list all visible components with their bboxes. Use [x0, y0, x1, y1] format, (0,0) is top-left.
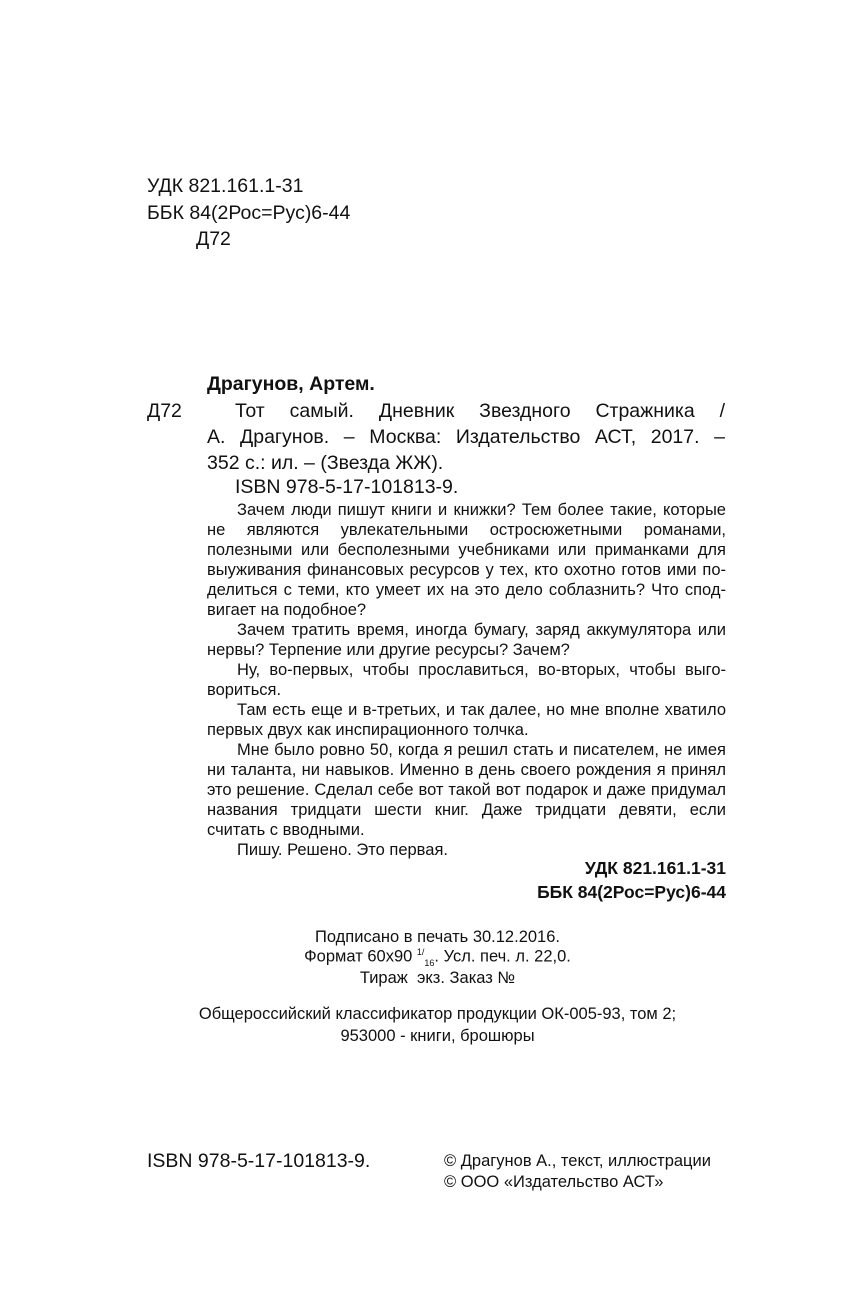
- product-classifier: Общероссийский классификатор продукции ОК-005-93, том 2;: [198, 1005, 677, 1023]
- annotation-paragraph: Зачем люди пишут книги и книжки? Тем более такие, которые не являются увлекательными остросюжетными романами, полезными или бесполезными учебниками или приманками для выуживания финансовых ресурсов у тех, кто охотно готов ими поделиться с теми, кто умеет их на это дело соблазнить? Что сподвигает на подобное?: [207, 501, 726, 619]
- author-mark: Д72: [196, 228, 231, 250]
- format-prefix: Формат 60x90: [304, 947, 417, 966]
- annotation-paragraph: Зачем тратить время, иногда бумагу, заряд аккумулятора или нервы? Терпение или другие ресурсы? Зачем?: [207, 621, 726, 659]
- annotation-paragraph: Мне было ровно 50, когда я решил стать и писателем, не имея ни таланта, ни навыков. Именно в день своего рождения я принял это решение. Сделал себе вот такой вот подарок и даже придумал названия тридцати шести книг. Даже тридцати девяти, если считать с вводными.: [207, 741, 726, 839]
- bibliographic-isbn: ISBN 978-5-17-101813-9.: [235, 476, 459, 498]
- signed-to-print: Подписано в печать 30.12.2016.: [315, 928, 560, 946]
- bibliographic-publisher-line: А. Драгунов. – Москва: Издательство АСТ, 2017. –: [207, 426, 725, 448]
- annotation-paragraph: Ну, во-первых, чтобы прославиться, во-вторых, чтобы выговориться.: [207, 661, 726, 699]
- format-suffix: . Усл. печ. л. 22,0.: [434, 947, 571, 966]
- copyright-author: © Драгунов А., текст, иллюстрации: [444, 1152, 711, 1170]
- copyright-publisher: © ООО «Издательство АСТ»: [444, 1173, 664, 1191]
- product-classifier-code: 953000 - книги, брошюры: [340, 1027, 535, 1045]
- author-mark-left: Д72: [147, 400, 182, 422]
- format-fraction-denominator: 16: [424, 957, 435, 968]
- bbk-code: ББК 84(2Рос=Рус)6-44: [147, 202, 351, 224]
- bibliographic-title-line: Тот самый. Дневник Звездного Стражника /: [235, 400, 725, 422]
- bbk-code-right: ББК 84(2Рос=Рус)6-44: [537, 882, 726, 902]
- print-run: Тираж экз. Заказ №: [359, 969, 516, 987]
- isbn-footer: ISBN 978-5-17-101813-9.: [147, 1150, 371, 1172]
- annotation-paragraph: Там есть еще и в-третьих, и так далее, но мне вполне хватило первых двух как инспирационного толчка.: [207, 701, 726, 739]
- book-author: Драгунов, Артем.: [207, 373, 375, 395]
- bibliographic-pages-line: 352 с.: ил. – (Звезда ЖЖ).: [207, 452, 444, 474]
- annotation-paragraph: Пишу. Решено. Это первая.: [237, 841, 448, 859]
- format-fraction-numerator: 1/: [416, 947, 425, 957]
- udk-code: УДК 821.161.1-31: [147, 175, 304, 197]
- book-annotation: [207, 500, 726, 860]
- udk-code-right: УДК 821.161.1-31: [584, 858, 726, 878]
- print-format: [0, 947, 845, 968]
